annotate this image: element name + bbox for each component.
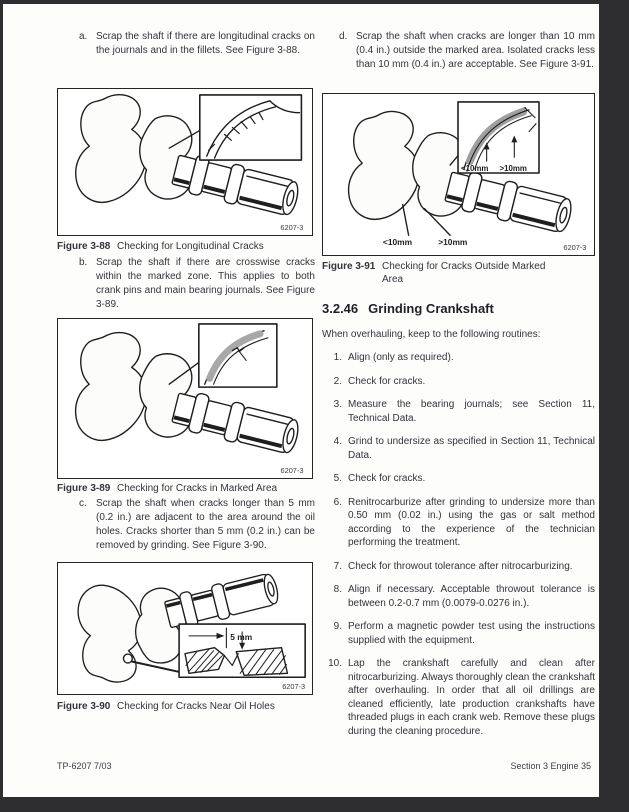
label-more-10mm: >10mm	[438, 237, 468, 248]
caption-text: Checking for Longitudinal Cracks	[117, 241, 264, 252]
step-9	[322, 620, 595, 647]
paragraph-a	[79, 30, 315, 58]
step-number: 10.	[328, 658, 342, 669]
step-text: Align if necessary. Acceptable throwout tolerance is between 0.2-0.7 mm (0.0079-0.0276 in.).	[348, 584, 595, 609]
caption-label: Figure 3-89	[57, 483, 111, 494]
plate-label: 6207-3	[280, 466, 304, 476]
caption-label: Figure 3-90	[57, 701, 111, 712]
step-text: Renitrocarburize after grinding to undersize more than 0.50 mm (0.02 in.) using the gas or salt method according to the experience of the technician performing the treatment.	[348, 496, 595, 548]
detail-inset	[200, 95, 302, 160]
caption-text: Checking for Cracks Near Oil Holes	[117, 701, 275, 712]
plate-label: 6207-3	[280, 223, 304, 233]
step-number: 8.	[333, 584, 342, 595]
step-text: Check for cracks.	[348, 473, 426, 484]
label-less-10mm: <10mm	[382, 237, 413, 248]
step-number: 7.	[333, 560, 342, 572]
step-number: 6.	[333, 496, 342, 508]
inset-label-less-10mm: <10mm	[460, 164, 489, 174]
paragraph-d-label: d.	[339, 31, 348, 42]
crankshaft-drawing-3-91	[323, 94, 594, 255]
manual-page	[3, 4, 599, 797]
caption-label: Figure 3-88	[57, 241, 111, 252]
step-text: Lap the crankshaft carefully and clean after nitrocarburizing. Always thoroughly clean the crankshaft after overhauling. In order that all oil drillings are cleaned efficiently, late production crankshafts have threaded plugs in each crank web. Remove these plugs during the cleaning procedure.	[348, 658, 595, 737]
step-4	[322, 435, 595, 462]
step-number: 9.	[333, 621, 342, 632]
footer-doc-number: TP-6207 7/03	[57, 761, 112, 771]
crankshaft-drawing-3-90	[58, 563, 312, 694]
step-5	[322, 472, 595, 486]
step-number: 3.	[333, 399, 342, 410]
plate-label: 6207-3	[282, 682, 306, 692]
figure-3-91-caption	[322, 261, 595, 286]
step-text: Check for cracks.	[348, 375, 426, 387]
step-number: 4.	[333, 436, 342, 447]
paragraph-a-label: a.	[79, 31, 88, 42]
step-1	[322, 351, 595, 365]
figure-3-90-caption	[57, 701, 313, 714]
step-text: Align (only as required).	[348, 352, 454, 363]
paragraph-d-text: Scrap the shaft when cracks are longer than 10 mm (0.4 in.) outside the marked area. Isolated cracks less than 10 mm (0.4 in.) are acceptable. See Figure 3-91.	[356, 31, 595, 70]
plate-label: 6207-3	[563, 243, 587, 253]
step-number: 1.	[333, 352, 342, 363]
section-intro: When overhauling, keep to the following routines:	[322, 329, 541, 340]
dim-label-5mm: 5 mm	[230, 631, 253, 642]
paragraph-b	[79, 256, 315, 312]
paragraph-b-label: b.	[79, 257, 88, 268]
section-heading	[322, 301, 595, 316]
paragraph-c-text: Scrap the shaft when cracks longer than 5 mm (0.2 in.) are adjacent to the area around the oil holes. Cracks shorter than 5 mm (0.2 in.) can be removed by grinding. See Figure 3-90.	[96, 498, 315, 551]
paragraph-a-text: Scrap the shaft if there are longitudinal cracks on the journals and in the fillets. See Figure 3-88.	[96, 31, 315, 56]
figure-3-88-box	[57, 88, 313, 236]
paragraph-c-label: c.	[79, 498, 87, 509]
figure-3-90-box	[57, 562, 313, 695]
step-text: Perform a magnetic powder test using the instructions supplied with the equipment.	[348, 621, 595, 646]
step-7	[322, 560, 595, 574]
step-text: Measure the bearing journals; see Section 11, Technical Data.	[348, 399, 595, 424]
step-8	[322, 583, 595, 610]
figure-3-89-box	[57, 318, 313, 479]
figure-3-89-caption	[57, 483, 313, 496]
paragraph-c	[79, 497, 315, 553]
figure-3-88-caption	[57, 241, 313, 254]
step-number: 5.	[333, 473, 342, 484]
crankshaft-drawing-3-89	[58, 319, 312, 478]
procedure-steps	[322, 351, 595, 748]
section-title: Grinding Crankshaft	[368, 301, 494, 316]
figure-3-91-box	[322, 93, 595, 256]
step-number: 2.	[333, 375, 342, 387]
step-2	[322, 375, 595, 389]
step-10	[322, 657, 595, 738]
section-number: 3.2.46	[322, 301, 359, 316]
caption-text: Checking for Cracks in Marked Area	[117, 483, 278, 494]
paragraph-d	[339, 30, 595, 72]
inset-label-more-10mm: >10mm	[499, 164, 527, 174]
caption-label: Figure 3-91	[322, 261, 376, 272]
paragraph-b-text: Scrap the shaft if there are crosswise cracks within the marked zone. This applies to both crank pins and main bearing journals. See Figure 3-89.	[96, 257, 315, 310]
step-text: Grind to undersize as specified in Section 11, Technical Data.	[348, 436, 595, 461]
step-6	[322, 496, 595, 550]
caption-text: Checking for Cracks Outside Marked Area	[382, 261, 546, 285]
step-text: Check for throwout tolerance after nitrocarburizing.	[348, 560, 573, 572]
crankshaft-drawing-3-88	[58, 89, 312, 235]
step-3	[322, 398, 595, 425]
footer-page-number: Section 3 Engine 35	[510, 761, 591, 771]
